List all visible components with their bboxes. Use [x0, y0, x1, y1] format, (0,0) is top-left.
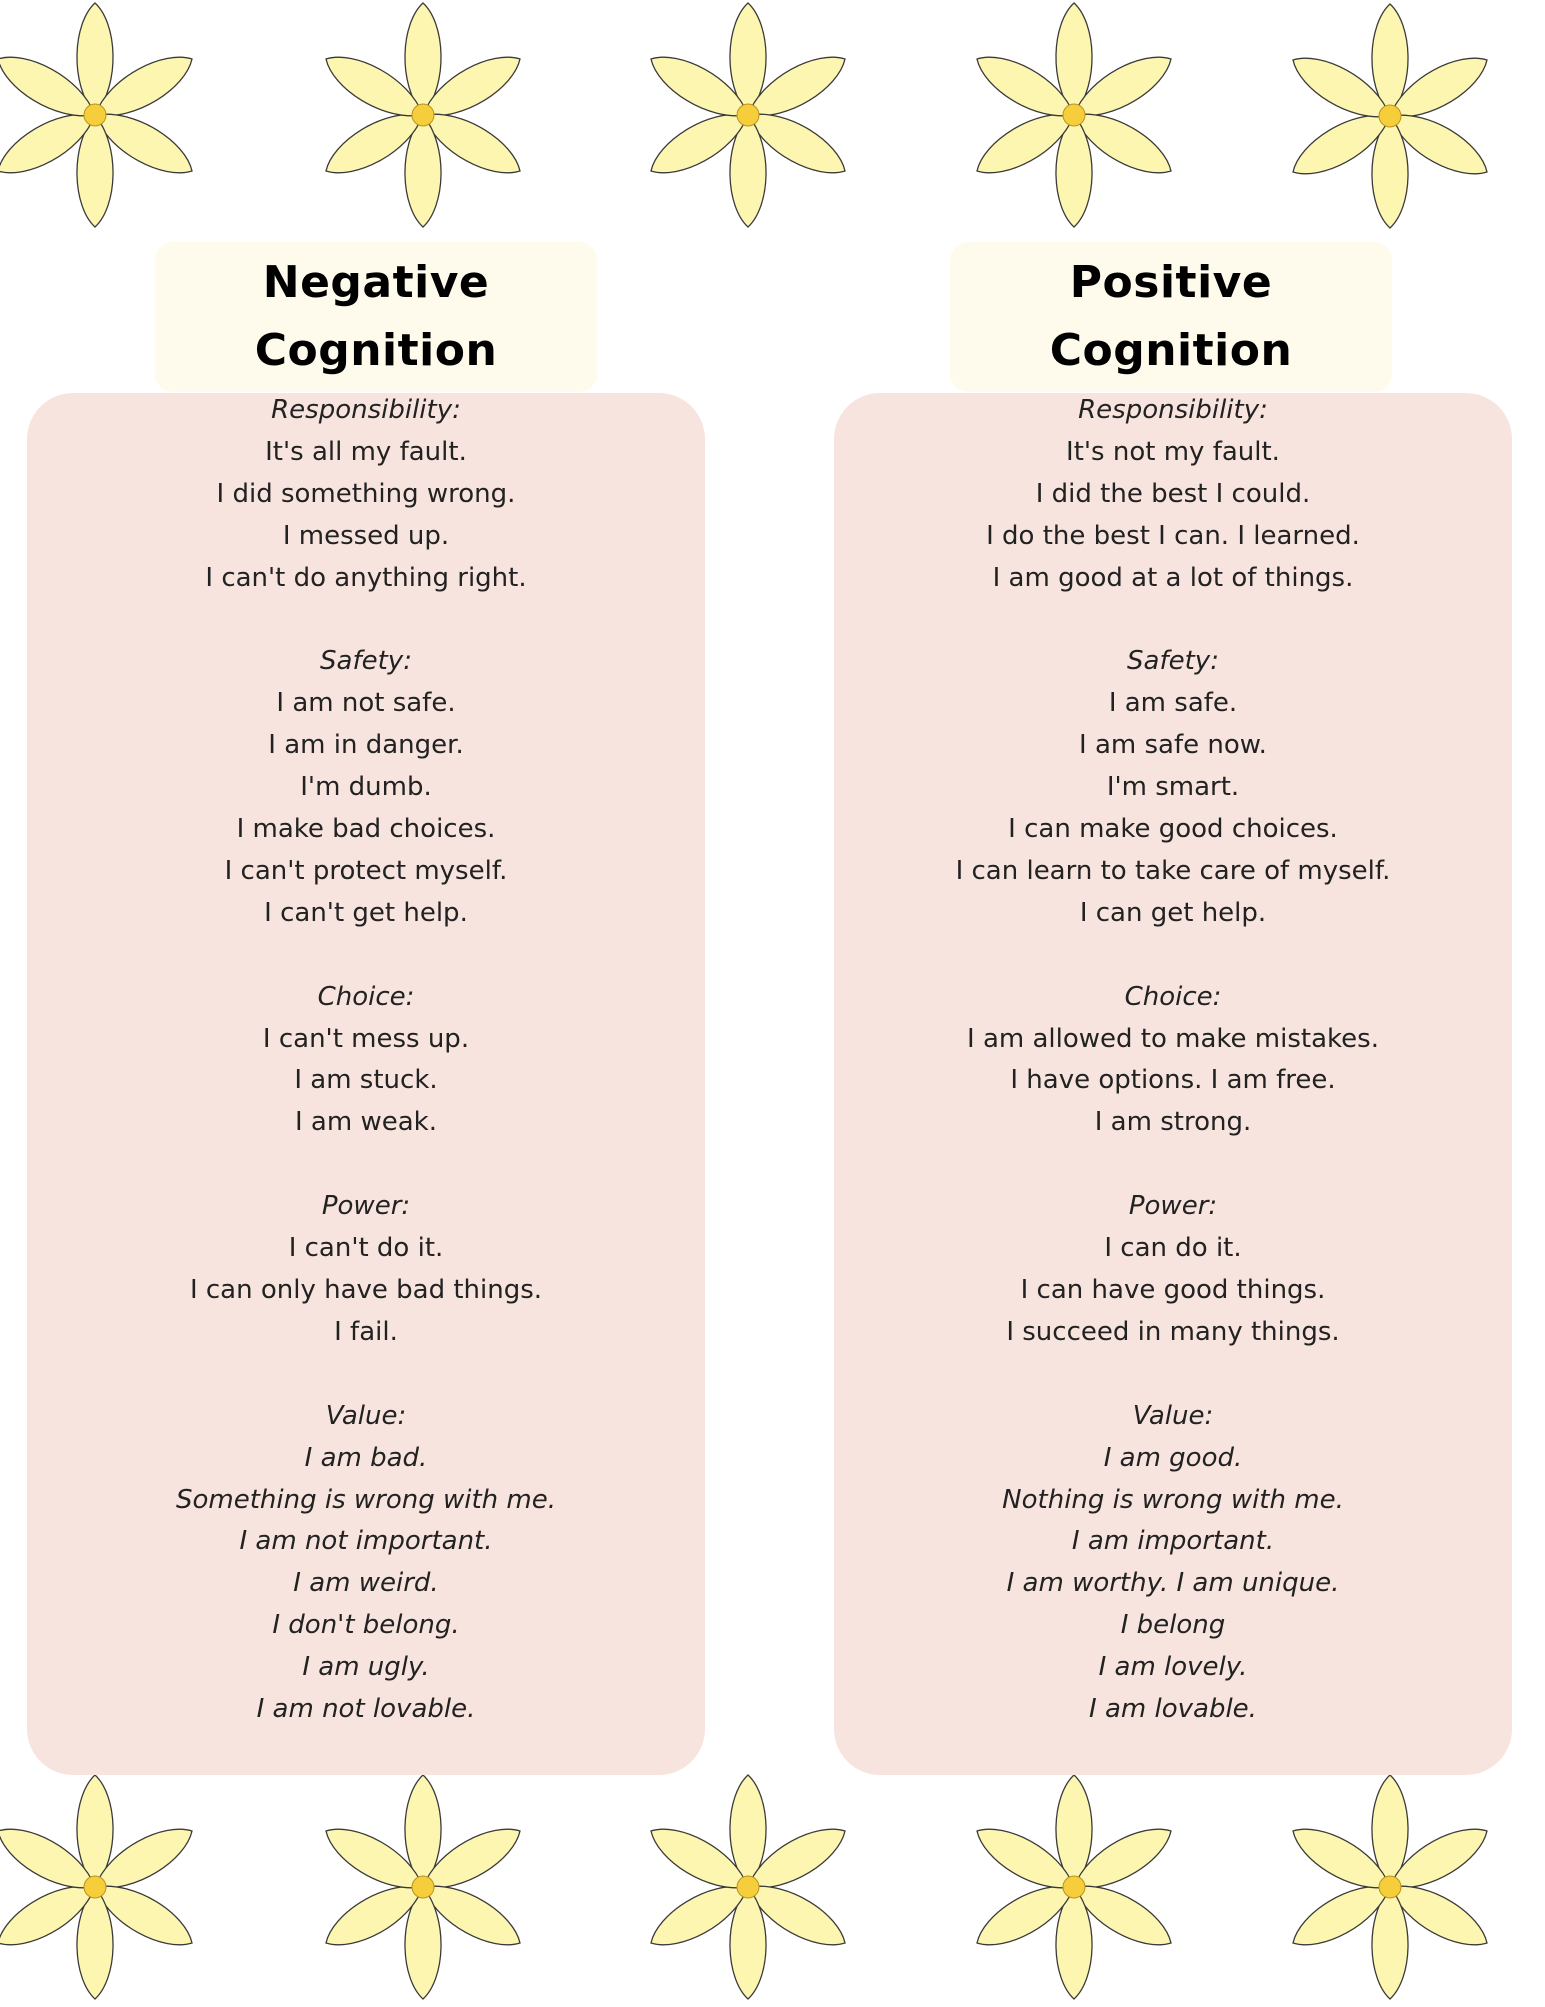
list-item: I don't belong. — [272, 1610, 460, 1641]
section-heading: Choice: — [317, 981, 415, 1012]
list-item: I can't do it. — [288, 1233, 444, 1264]
list-item: I am safe. — [1108, 688, 1238, 719]
list-item: I messed up. — [282, 520, 450, 551]
list-item: I make bad choices. — [236, 814, 496, 845]
list-item: I am good. — [1103, 1442, 1243, 1473]
daisy-flower-icon — [0, 1767, 195, 2007]
list-item: I can have good things. — [1020, 1274, 1326, 1305]
daisy-flower-icon — [648, 1767, 848, 2007]
list-item: I am lovely. — [1098, 1652, 1248, 1683]
list-item: I am allowed to make mistakes. — [967, 1023, 1379, 1054]
list-item: I have options. I am free. — [1010, 1065, 1336, 1096]
list-item: I am worthy. I am unique. — [1006, 1568, 1340, 1599]
section-gap — [834, 935, 1512, 977]
list-item: I can't get help. — [264, 897, 468, 928]
list-item: I can only have bad things. — [189, 1274, 543, 1305]
list-item: I am stuck. — [294, 1065, 438, 1096]
section-gap — [27, 600, 705, 642]
list-item: It's not my fault. — [1066, 436, 1280, 467]
section-gap — [27, 1144, 705, 1186]
section-heading: Value: — [325, 1400, 407, 1431]
daisy-flower-icon — [1290, 1767, 1490, 2007]
section-heading: Power: — [321, 1191, 411, 1222]
positive-title-line2: Cognition — [1049, 325, 1293, 376]
section-heading: Safety: — [1127, 646, 1219, 677]
list-item: I fail. — [334, 1316, 398, 1347]
list-item: I am important. — [1071, 1526, 1275, 1557]
daisy-flower-icon — [0, 0, 195, 235]
list-item: I did the best I could. — [1035, 478, 1311, 509]
section-heading: Responsibility: — [271, 395, 461, 425]
list-item: I do the best I can. I learned. — [986, 520, 1360, 551]
list-item: I can make good choices. — [1008, 814, 1338, 845]
list-item: I am not lovable. — [256, 1694, 476, 1725]
daisy-flower-icon — [323, 0, 523, 235]
section-heading: Responsibility: — [1078, 395, 1268, 425]
positive-title-box — [950, 242, 1392, 392]
section-gap — [834, 600, 1512, 642]
list-item: I am good at a lot of things. — [992, 562, 1354, 593]
section-gap — [27, 1354, 705, 1396]
section-gap — [27, 935, 705, 977]
list-item: I am not important. — [239, 1526, 493, 1557]
list-item: I am strong. — [1094, 1107, 1252, 1138]
negative-title-line2: Cognition — [254, 325, 498, 376]
section-heading: Choice: — [1124, 981, 1222, 1012]
daisy-flower-icon — [648, 0, 848, 235]
list-item: Something is wrong with me. — [175, 1484, 557, 1515]
negative-title-line1: Negative — [262, 257, 490, 308]
list-item: I can't protect myself. — [224, 855, 508, 886]
list-item: I am lovable. — [1089, 1694, 1257, 1725]
section-heading: Value: — [1132, 1400, 1214, 1431]
section-gap — [834, 1144, 1512, 1186]
daisy-flower-icon — [1290, 0, 1490, 236]
list-item: I am safe now. — [1079, 730, 1267, 761]
list-item: I'm smart. — [1106, 772, 1240, 803]
list-item: I am bad. — [304, 1442, 428, 1473]
list-item: I succeed in many things. — [1006, 1316, 1340, 1347]
list-item: I belong — [1120, 1610, 1226, 1641]
list-item: I am ugly. — [302, 1652, 430, 1683]
list-item: I can learn to take care of myself. — [955, 855, 1391, 886]
section-gap — [834, 1354, 1512, 1396]
negative-title-box — [155, 242, 597, 392]
list-item: I can do it. — [1104, 1233, 1242, 1264]
negative-cognition-list — [27, 390, 705, 1731]
section-heading: Power: — [1128, 1191, 1218, 1222]
list-item: I am in danger. — [268, 730, 464, 761]
section-heading: Safety: — [320, 646, 412, 677]
list-item: I can't do anything right. — [205, 562, 527, 593]
list-item: I'm dumb. — [300, 772, 432, 803]
list-item: I can't mess up. — [262, 1023, 470, 1054]
list-item: It's all my fault. — [265, 436, 467, 467]
positive-title-line1: Positive — [1069, 257, 1273, 308]
daisy-flower-icon — [974, 1767, 1174, 2007]
daisy-flower-icon — [974, 0, 1174, 235]
list-item: Nothing is wrong with me. — [1002, 1484, 1344, 1515]
list-item: I am weak. — [295, 1107, 437, 1138]
list-item: I am weird. — [293, 1568, 439, 1599]
list-item: I can get help. — [1079, 897, 1267, 928]
list-item: I am not safe. — [276, 688, 456, 719]
positive-cognition-list — [834, 390, 1512, 1731]
list-item: I did something wrong. — [216, 478, 516, 509]
daisy-flower-icon — [323, 1767, 523, 2007]
